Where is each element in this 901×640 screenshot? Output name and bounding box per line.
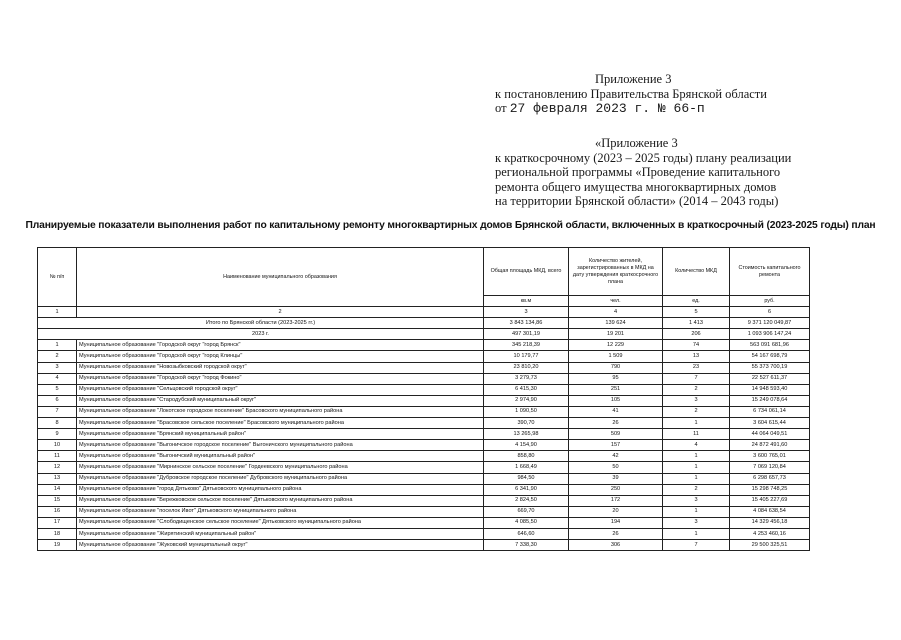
row-residents: 157 [569, 440, 663, 451]
appendix-line-1: Приложение 3 [595, 72, 672, 86]
row-number: 10 [38, 440, 77, 451]
row-area: 6 415,30 [484, 384, 569, 395]
prev-line-1: «Приложение 3 [595, 136, 678, 150]
row-cost: 15 298 748,25 [730, 484, 810, 495]
table-row [38, 395, 810, 406]
row-count: 7 [663, 373, 730, 384]
table-row [38, 462, 810, 473]
row-residents: 26 [569, 528, 663, 539]
row-count: 1 [663, 418, 730, 429]
row-name: Муниципальное образование "Новозыбковский городской округ" [77, 362, 484, 373]
row-area: 390,70 [484, 418, 569, 429]
row-name: Муниципальное образование "Стародубский муниципальный округ" [77, 395, 484, 406]
row-residents: 509 [569, 429, 663, 440]
row-cost: 22 527 611,37 [730, 373, 810, 384]
row-name: Муниципальное образование "Городской округ "город Брянск" [77, 340, 484, 351]
table-row [38, 506, 810, 517]
row-cost: 563 091 681,96 [730, 340, 810, 351]
table-row [38, 340, 810, 351]
row-number: 16 [38, 506, 77, 517]
year-label: 2023 г. [38, 329, 484, 340]
table-row [38, 429, 810, 440]
row-count: 3 [663, 517, 730, 528]
page-title: Планируемые показатели выполнения работ по капитальному ремонту многоквартирных домов Брянской области, включенных в краткосрочный (2023-2025 годы) план [25, 220, 876, 231]
col-number: 4 [569, 307, 663, 318]
col-number: 3 [484, 307, 569, 318]
row-residents: 26 [569, 418, 663, 429]
row-number: 9 [38, 429, 77, 440]
row-name: Муниципальное образование "Жуковский муниципальный округ" [77, 540, 484, 551]
row-number: 2 [38, 351, 77, 362]
row-name: Муниципальное образование "поселок Ивот" Дятьковского муниципального района [77, 506, 484, 517]
row-name: Муниципальное образование "Выгоничское городское поселение" Выгоничского муниципального района [77, 440, 484, 451]
row-cost: 15 405 227,69 [730, 495, 810, 506]
row-residents: 172 [569, 495, 663, 506]
row-area: 1 668,49 [484, 462, 569, 473]
row-residents: 39 [569, 473, 663, 484]
row-count: 1 [663, 462, 730, 473]
table-row [38, 373, 810, 384]
table-row [38, 484, 810, 495]
row-number: 15 [38, 495, 77, 506]
appendix-line-3 [495, 101, 815, 117]
row-count: 74 [663, 340, 730, 351]
table-row [38, 406, 810, 417]
row-cost: 29 500 325,51 [730, 540, 810, 551]
row-cost: 7 069 120,84 [730, 462, 810, 473]
row-cost: 24 872 491,60 [730, 440, 810, 451]
row-number: 13 [38, 473, 77, 484]
row-area: 13 265,98 [484, 429, 569, 440]
appendix-note [495, 72, 815, 117]
total-label: Итого по Брянской области (2023-2025 гг.) [38, 318, 484, 329]
unit-residents: чел. [569, 296, 663, 307]
prev-line-4: ремонта общего имущества многоквартирных домов [495, 179, 777, 194]
row-number: 7 [38, 406, 77, 417]
row-area: 6 341,90 [484, 484, 569, 495]
row-residents: 194 [569, 517, 663, 528]
row-cost: 55 373 700,19 [730, 362, 810, 373]
row-count: 1 [663, 506, 730, 517]
table-row [38, 540, 810, 551]
row-number: 12 [38, 462, 77, 473]
plan-table [37, 247, 810, 551]
previous-appendix-note [495, 136, 815, 209]
year-residents: 19 201 [569, 329, 663, 340]
row-cost: 14 948 593,40 [730, 384, 810, 395]
row-area: 3 279,73 [484, 373, 569, 384]
total-residents: 139 624 [569, 318, 663, 329]
unit-cost: руб. [730, 296, 810, 307]
unit-area: кв.м [484, 296, 569, 307]
row-count: 1 [663, 528, 730, 539]
row-residents: 250 [569, 484, 663, 495]
row-number: 4 [38, 373, 77, 384]
row-count: 13 [663, 351, 730, 362]
table-row [38, 528, 810, 539]
row-area: 2 974,90 [484, 395, 569, 406]
row-name: Муниципальное образование "Выгоничский муниципальный район" [77, 451, 484, 462]
row-residents: 1 509 [569, 351, 663, 362]
year-area: 497 301,19 [484, 329, 569, 340]
row-residents: 95 [569, 373, 663, 384]
row-name: Муниципальное образование "Локотское городское поселение" Брасовского муниципального района [77, 406, 484, 417]
row-residents: 50 [569, 462, 663, 473]
prev-line-5: на территории Брянской области» (2014 – 2043 годы) [495, 194, 779, 208]
row-name: Муниципальное образование "Сельцовский городской округ" [77, 384, 484, 395]
table-row [38, 351, 810, 362]
row-residents: 12 229 [569, 340, 663, 351]
row-area: 646,60 [484, 528, 569, 539]
header-no: № п/п [38, 248, 77, 307]
row-count: 1 [663, 473, 730, 484]
row-name: Муниципальное образование "Жирятинский муниципальный район" [77, 528, 484, 539]
row-number: 3 [38, 362, 77, 373]
row-area: 23 810,20 [484, 362, 569, 373]
row-count: 2 [663, 384, 730, 395]
column-number-row [38, 307, 810, 318]
row-residents: 251 [569, 384, 663, 395]
header-residents: Количество жителей, зарегистрированных в МКД на дату утверждения краткосрочного плана [569, 248, 663, 296]
row-name: Муниципальное образование "Бережковское сельское поселение" Дятьковского муниципального района [77, 495, 484, 506]
row-area: 1 090,50 [484, 406, 569, 417]
row-cost: 6 298 657,73 [730, 473, 810, 484]
row-area: 2 824,50 [484, 495, 569, 506]
row-area: 984,50 [484, 473, 569, 484]
row-number: 6 [38, 395, 77, 406]
row-cost: 3 604 615,44 [730, 418, 810, 429]
header-count: Количество МКД [663, 248, 730, 296]
row-count: 4 [663, 440, 730, 451]
row-name: Муниципальное образование "Дубровское городское поселение" Дубровского муниципального района [77, 473, 484, 484]
year-count: 206 [663, 329, 730, 340]
table-row [38, 362, 810, 373]
year-cost: 1 093 906 147,24 [730, 329, 810, 340]
header-name: Наименование муниципального образования [77, 248, 484, 307]
row-residents: 41 [569, 406, 663, 417]
col-number: 2 [77, 307, 484, 318]
row-area: 7 338,30 [484, 540, 569, 551]
appendix-date-number: 27 февраля 2023 г. № 66-п [509, 101, 705, 116]
row-cost: 4 084 638,54 [730, 506, 810, 517]
table-row [38, 418, 810, 429]
row-residents: 42 [569, 451, 663, 462]
prev-line-2: к краткосрочному (2023 – 2025 годы) плану реализации [495, 150, 792, 165]
row-count: 3 [663, 395, 730, 406]
row-name: Муниципальное образование "Брасовское сельское поселение" Брасовского муниципального района [77, 418, 484, 429]
row-number: 14 [38, 484, 77, 495]
row-area: 345 218,39 [484, 340, 569, 351]
col-number: 6 [730, 307, 810, 318]
table-row [38, 451, 810, 462]
table-row [38, 440, 810, 451]
total-row [38, 318, 810, 329]
row-cost: 15 249 078,64 [730, 395, 810, 406]
appendix-date-prefix: от [495, 101, 507, 115]
prev-line-3: региональной программы «Проведение капитального [495, 165, 781, 179]
row-number: 1 [38, 340, 77, 351]
row-count: 2 [663, 406, 730, 417]
row-residents: 790 [569, 362, 663, 373]
header-row [38, 248, 810, 296]
row-cost: 4 253 460,16 [730, 528, 810, 539]
row-name: Муниципальное образование "Слободищенское сельское поселение" Дятьковского муниципального района [77, 517, 484, 528]
row-residents: 105 [569, 395, 663, 406]
col-number: 5 [663, 307, 730, 318]
row-number: 11 [38, 451, 77, 462]
row-count: 7 [663, 540, 730, 551]
row-area: 4 154,90 [484, 440, 569, 451]
row-cost: 44 064 049,51 [730, 429, 810, 440]
row-count: 11 [663, 429, 730, 440]
row-name: Муниципальное образование "Городской округ "город Фокино" [77, 373, 484, 384]
row-area: 669,70 [484, 506, 569, 517]
row-area: 4 085,50 [484, 517, 569, 528]
row-cost: 14 329 456,18 [730, 517, 810, 528]
header-cost: Стоимость капитального ремонта [730, 248, 810, 296]
total-area: 3 843 134,86 [484, 318, 569, 329]
row-residents: 20 [569, 506, 663, 517]
row-cost: 6 734 061,14 [730, 406, 810, 417]
row-name: Муниципальное образование "Городской округ "город Клинцы" [77, 351, 484, 362]
total-cost: 9 371 120 049,87 [730, 318, 810, 329]
table-row [38, 517, 810, 528]
unit-count: ед. [663, 296, 730, 307]
row-count: 1 [663, 451, 730, 462]
total-count: 1 413 [663, 318, 730, 329]
row-residents: 306 [569, 540, 663, 551]
table-row [38, 384, 810, 395]
col-number: 1 [38, 307, 77, 318]
row-number: 17 [38, 517, 77, 528]
row-name: Муниципальное образование "город Дятьково" Дятьковского муниципального района [77, 484, 484, 495]
row-number: 19 [38, 540, 77, 551]
table-row [38, 473, 810, 484]
appendix-line-2: к постановлению Правительства Брянской области [495, 86, 767, 101]
row-name: Муниципальное образование "Брянский муниципальный район" [77, 429, 484, 440]
row-count: 2 [663, 484, 730, 495]
row-cost: 54 167 698,79 [730, 351, 810, 362]
row-name: Муниципальное образование "Мирнинское сельское поселение" Гордеевского муниципального района [77, 462, 484, 473]
row-area: 858,80 [484, 451, 569, 462]
table-row [38, 495, 810, 506]
year-row [38, 329, 810, 340]
row-count: 3 [663, 495, 730, 506]
row-number: 5 [38, 384, 77, 395]
row-area: 10 179,77 [484, 351, 569, 362]
row-count: 23 [663, 362, 730, 373]
header-area: Общая площадь МКД, всего [484, 248, 569, 296]
row-cost: 3 600 765,01 [730, 451, 810, 462]
row-number: 8 [38, 418, 77, 429]
row-number: 18 [38, 528, 77, 539]
